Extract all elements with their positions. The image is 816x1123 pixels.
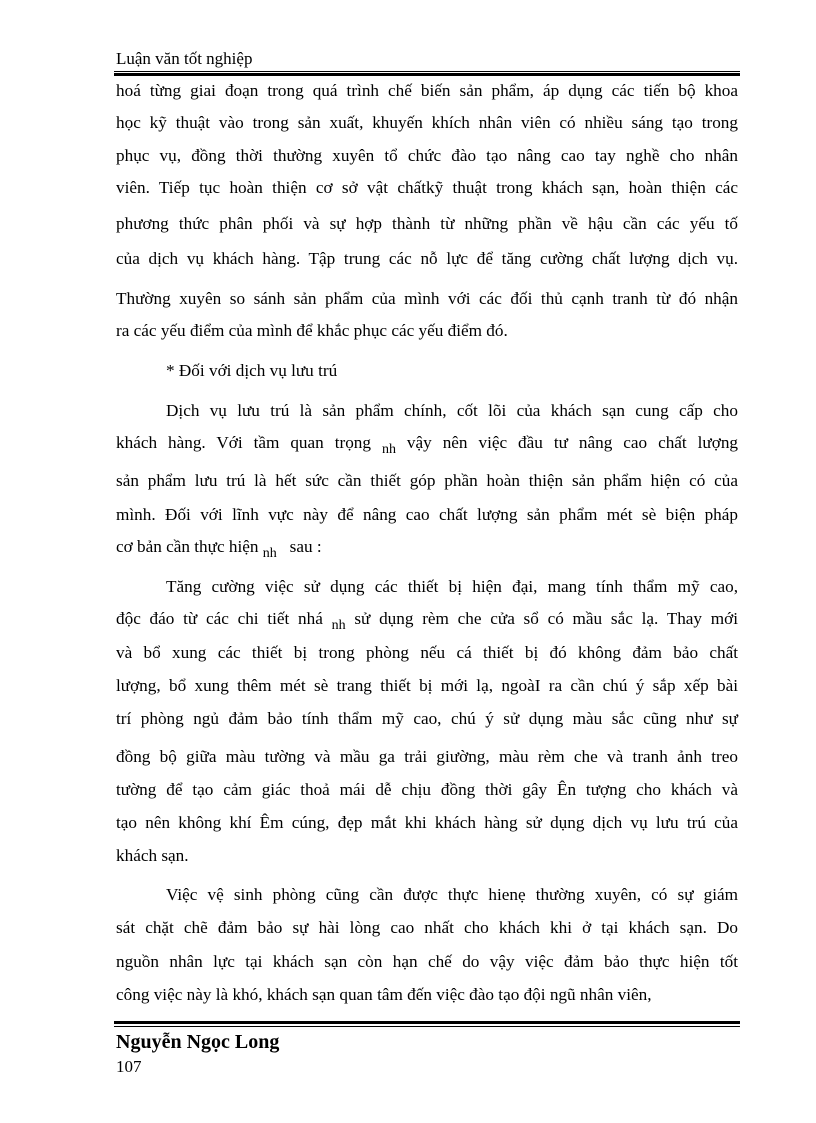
text-line: tường để tạo cảm giác thoả mái dễ chịu đồng thời gây Ên tượng cho khách và xyxy=(116,780,738,799)
text-line: nguồn nhân lực tại khách sạn còn hạn chế do vậy việc đảm bảo thực hiện tốt xyxy=(116,952,738,971)
text-line: phương thức phân phối và sự hợp thành từ những phần về hậu cần các yếu tố xyxy=(116,214,738,233)
text-line: đồng bộ giữa màu tường và mầu ga trải giường, màu rèm che và tranh ảnh treo xyxy=(116,747,738,766)
text-line: của dịch vụ khách hàng. Tập trung các nỗ lực để tăng cường chất lượng dịch vụ. xyxy=(116,249,738,268)
text-line: sản phẩm lưu trú là hết sức cần thiết góp phần hoàn thiện sản phẩm hiện có của xyxy=(116,471,738,490)
text-line: Thường xuyên so sánh sản phẩm của mình với các đối thủ cạnh tranh từ đó nhận xyxy=(116,289,738,308)
text-line: Tăng cường việc sử dụng các thiết bị hiện đại, mang tính thẩm mỹ cao, xyxy=(166,577,738,596)
text-line xyxy=(116,608,738,632)
text-segment: vậy nên việc đầu tư nâng cao chất lượng xyxy=(406,433,739,452)
text-segment: nh xyxy=(381,442,396,457)
text-line: và bổ xung các thiết bị trong phòng nếu cá thiết bị đó không đảm bảo chất xyxy=(116,643,738,662)
text-line: hoá từng giai đoạn trong quá trình chế biến sản phẩm, áp dụng các tiến bộ khoa xyxy=(116,81,738,100)
text-segment: độc đáo từ các chi tiết nhá xyxy=(116,609,323,628)
text-segment: cơ bản cần thực hiện xyxy=(116,537,259,556)
text-line: ra các yếu điểm của mình để khắc phục các yếu điểm đó. xyxy=(116,321,508,340)
text-line: Dịch vụ lưu trú là sản phẩm chính, cốt lõi của khách sạn cung cấp cho xyxy=(166,401,738,420)
text-segment: nh xyxy=(262,546,277,561)
text-line: học kỹ thuật vào trong sản xuất, khuyến khích nhân viên có nhiều sáng tạo trong xyxy=(116,113,738,132)
text-segment: sử dụng rèm che cửa sổ có mầu sắc lạ. Thay mới xyxy=(354,609,738,628)
text-segment: nh xyxy=(331,618,346,633)
text-line: tạo nên không khí Êm cúng, đẹp mắt khi khách hàng sử dụng dịch vụ lưu trú của xyxy=(116,813,738,832)
text-line: trí phòng ngủ đảm bảo tính thẩm mỹ cao, chú ý sử dụng màu sắc cũng như sự xyxy=(116,709,738,728)
text-line: khách sạn. xyxy=(116,846,189,865)
author-name: Nguyễn Ngọc Long xyxy=(116,1031,280,1053)
text-line: mình. Đối với lĩnh vực này để nâng cao chất lượng sản phẩm mét sè biện pháp xyxy=(116,505,738,524)
text-line: viên. Tiếp tục hoàn thiện cơ sở vật chấtkỹ thuật trong khách sạn, hoàn thiện các xyxy=(116,178,738,197)
footer-rule-thin xyxy=(114,1026,740,1027)
header-rule-thin xyxy=(114,71,740,72)
footer-rule-thick xyxy=(114,1021,740,1024)
section-heading: * Đối với dịch vụ lưu trú xyxy=(166,361,338,380)
text-segment: sau : xyxy=(289,537,322,556)
text-line xyxy=(116,432,738,456)
page-number: 107 xyxy=(116,1057,142,1076)
text-line: sát chặt chẽ đảm bảo sự hài lòng cao nhất cho khách khi ở tại khách sạn. Do xyxy=(116,918,738,937)
text-segment: khách hàng. Với tầm quan trọng xyxy=(116,433,371,452)
header-title: Luận văn tốt nghiệp xyxy=(116,49,253,68)
text-line xyxy=(116,536,738,560)
text-line: Việc vệ sinh phòng cũng cần được thực hienẹ thường xuyên, có sự giám xyxy=(166,885,738,904)
text-line: lượng, bổ xung thêm mét sè trang thiết bị mới lạ, ngoàI ra cần chú ý sắp xếp bài xyxy=(116,676,738,695)
header-rule-thick xyxy=(114,73,740,76)
text-line: công việc này là khó, khách sạn quan tâm đến việc đào tạo đội ngũ nhân viên, xyxy=(116,985,652,1004)
text-line: phục vụ, đồng thời thường xuyên tổ chức đào tạo nâng cao tay nghề cho nhân xyxy=(116,146,738,165)
